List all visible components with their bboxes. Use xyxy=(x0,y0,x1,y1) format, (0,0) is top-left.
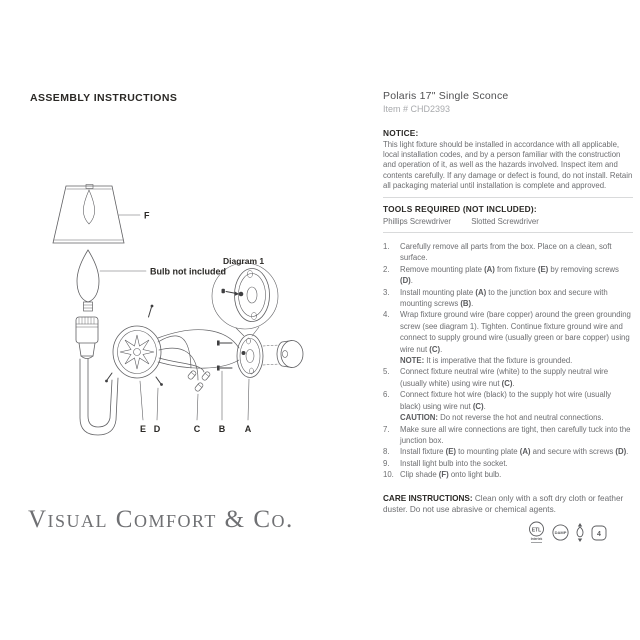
product-name: Polaris 17" Single Sconce xyxy=(383,90,509,102)
step-number: 4. xyxy=(383,310,390,320)
instruction-step xyxy=(383,366,633,389)
instruction-step xyxy=(383,469,633,480)
step-text: CAUTION: Do not reverse the hot and neutral connections. xyxy=(400,413,604,423)
notice-heading: NOTICE: xyxy=(383,128,419,138)
tools-heading: TOOLS REQUIRED (NOT INCLUDED): xyxy=(383,204,537,215)
svg-text:DAMP: DAMP xyxy=(554,530,567,536)
fixture-wires xyxy=(158,330,239,380)
section-divider xyxy=(383,232,633,233)
tool-item: Slotted Screwdriver xyxy=(471,217,539,227)
step-text: Remove mounting plate (A) from fixture (E) by removing screws (D). xyxy=(400,264,619,286)
brand-logo: Visual Comfort & Co. xyxy=(28,506,294,533)
instruction-note xyxy=(383,355,633,366)
instruction-step xyxy=(383,264,633,287)
step-text: Make sure all wire connections are tight, then carefully tuck into the junction box. xyxy=(400,424,631,445)
bulb-socket xyxy=(76,317,98,359)
step-number xyxy=(383,355,400,366)
step-text: NOTE: It is imperative that the fixture is grounded. xyxy=(400,356,573,366)
instruction-step xyxy=(383,309,633,355)
assembly-steps-list xyxy=(383,241,633,481)
part-label-d: D xyxy=(153,424,161,434)
instruction-step xyxy=(383,424,633,447)
certification-marks xyxy=(527,521,607,544)
quantity-4-icon xyxy=(591,525,607,541)
step-number xyxy=(383,412,400,423)
instruction-step xyxy=(383,389,633,412)
mounting-plate xyxy=(237,335,263,378)
step-number: 8. xyxy=(383,447,390,457)
notice-text: This light fixture should be installed in accordance with all applicable, local installation codes, and by a person familiar with the construction and operation of it, as well as the hazards involved. Inspect item and contents carefully. If any damage or defect is found, do not install. Retain all packaging material until installation is complete and approved. xyxy=(383,140,633,190)
step-text: Clip shade (F) onto light bulb. xyxy=(400,470,502,480)
bulb-not-included-label: Bulb not included xyxy=(150,266,226,277)
bulb-size-icon xyxy=(575,523,585,542)
step-number: 6. xyxy=(383,390,390,400)
step-number: 1. xyxy=(383,242,390,252)
instruction-step xyxy=(383,458,633,469)
step-text: Connect fixture hot wire (black) to the supply hot wire (usually black) using wire nut (C). xyxy=(400,390,612,411)
instruction-step xyxy=(383,241,633,264)
assembly-diagram xyxy=(20,178,360,454)
sconce-arm xyxy=(80,359,118,435)
step-number: 3. xyxy=(383,287,390,297)
canopy-ring xyxy=(277,341,303,368)
grounding-screw xyxy=(242,351,246,355)
step-text: Wrap fixture ground wire (bare copper) around the green grounding screw (see diagram 1). Tighten. Continue fixture ground wire and connect to supply ground wire (usually green or bare copper) using wire nut (C). xyxy=(400,310,631,354)
part-label-a: A xyxy=(244,424,252,434)
step-number: 7. xyxy=(383,424,390,434)
svg-text:4: 4 xyxy=(597,530,601,538)
step-text: Install mounting plate (A) to the junction box and secure with mounting screws (B). xyxy=(400,287,608,309)
part-label-c: C xyxy=(193,424,201,434)
care-instructions-text: Clean only with a soft dry cloth or feather duster. Do not use abrasive or chemical agents. xyxy=(383,493,624,514)
instructions-column xyxy=(383,90,633,515)
tool-item: Phillips Screwdriver xyxy=(383,217,452,227)
care-instructions xyxy=(383,493,633,516)
page-title: ASSEMBLY INSTRUCTIONS xyxy=(30,92,178,104)
part-label-b: B xyxy=(218,424,226,434)
tools-list xyxy=(383,217,633,226)
step-text: Carefully remove all parts from the box. Place on a clean, soft surface. xyxy=(400,242,612,263)
section-divider xyxy=(383,197,633,198)
sconce-exploded-diagram xyxy=(20,178,360,454)
part-label-f: F xyxy=(144,210,150,221)
part-label-e: E xyxy=(139,424,147,434)
shade-clip xyxy=(83,190,94,224)
step-text: Connect fixture neutral wire (white) to the supply neutral wire (usually white) using wire nut (C). xyxy=(400,367,609,388)
step-text: Install fixture (E) to mounting plate (A) and secure with screws (D). xyxy=(400,447,629,457)
etl-listed-icon xyxy=(527,521,546,544)
grounding-screw-detail xyxy=(239,292,244,297)
svg-text:ETL: ETL xyxy=(531,527,542,534)
care-instructions-label: CARE INSTRUCTIONS: xyxy=(383,493,473,503)
step-number: 2. xyxy=(383,264,390,274)
step-number: 5. xyxy=(383,367,390,377)
instruction-step xyxy=(383,287,633,310)
fixture-backplate xyxy=(113,326,161,378)
damp-rated-icon xyxy=(552,524,569,541)
product-item-number: Item # CHD2393 xyxy=(383,104,451,114)
svg-text:Intertek: Intertek xyxy=(530,537,543,541)
step-text: Install light bulb into the socket. xyxy=(400,458,508,468)
wire-nuts xyxy=(187,370,211,392)
light-bulb xyxy=(77,250,99,311)
lamp-shade xyxy=(53,185,124,244)
step-number: 9. xyxy=(383,458,390,468)
step-number: 10. xyxy=(383,470,394,480)
diagram1-title: Diagram 1 xyxy=(223,256,265,266)
instruction-step xyxy=(383,446,633,457)
instruction-note xyxy=(383,412,633,423)
